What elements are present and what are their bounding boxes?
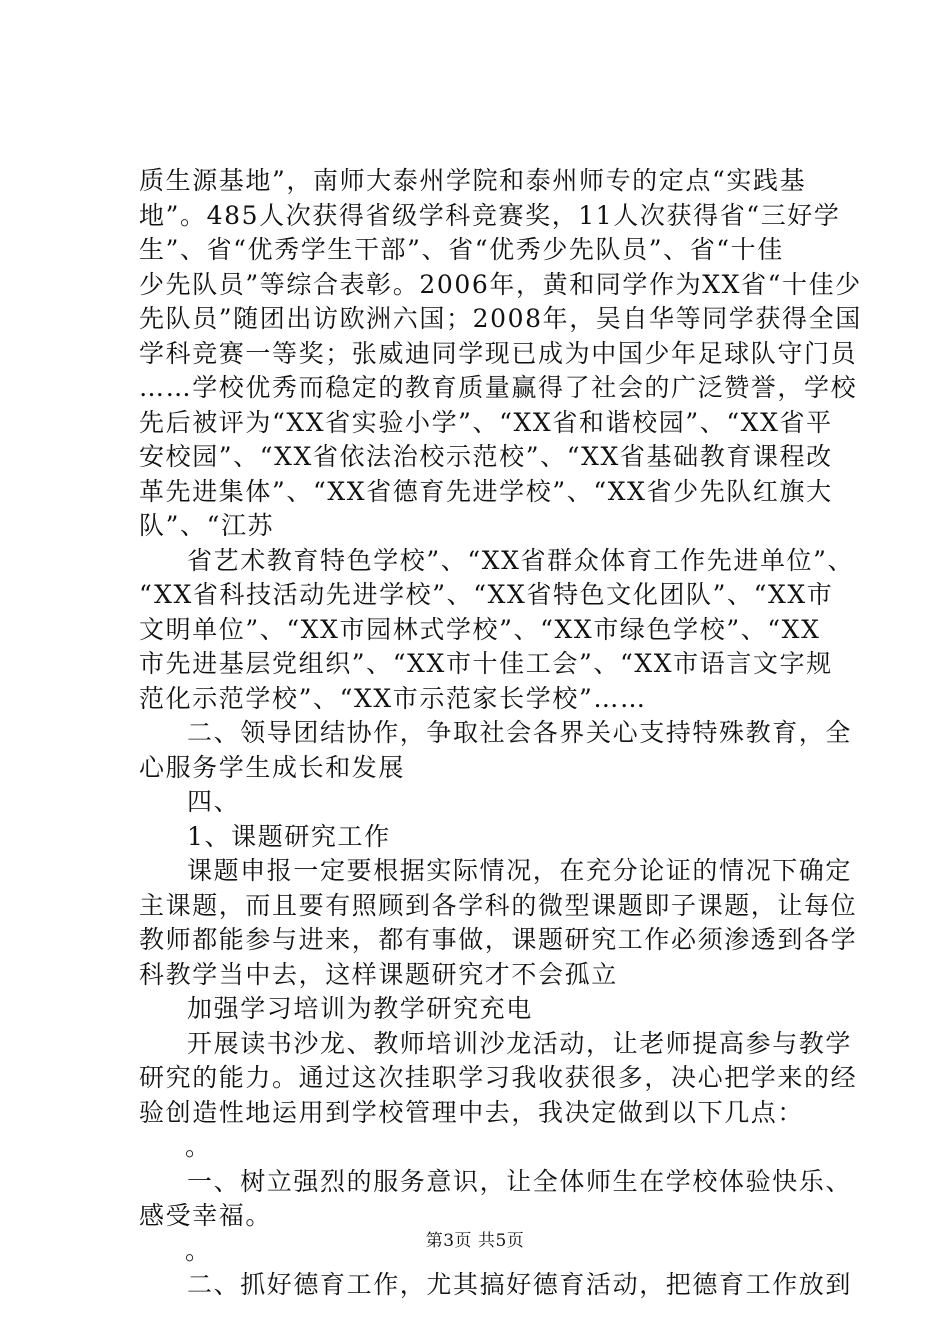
paragraph-start: 省艺术教育特色学校”、“XX省群众体育工作先进单位”、	[187, 545, 855, 575]
paragraph-start: 课题申报一定要根据实际情况，在充分论证的情况下确定	[187, 856, 853, 885]
point-two: 二、抓好德育工作，尤其搞好德育活动，把德育工作放到	[187, 1270, 853, 1299]
text-line: ……学校优秀而稳定的教育质量赢得了社会的广泛赞誉，学校	[139, 373, 858, 402]
text-line: 文明单位”、“XX市园林式学校”、“XX市绿色学校”、“XX	[139, 614, 821, 644]
section-heading-4: 四、	[187, 787, 241, 816]
period-line: 。	[185, 1235, 212, 1265]
text-line: 心服务学生成长和发展	[139, 752, 406, 782]
text-line: 学科竞赛一等奖；张威迪同学现已成为中国少年足球队守门员	[139, 338, 858, 368]
section-heading-2: 二、领导团结协作，争取社会各界关心支持特殊教育，全	[187, 718, 853, 747]
text-line: 队”、“江苏	[139, 511, 275, 540]
text-line: 研究的能力。通过这次挂职学习我收获很多，决心把学来的经	[139, 1063, 858, 1092]
page-footer: 第3页 共5页	[425, 1231, 525, 1251]
text-line: 质生源基地”，南师大泰州学院和泰州师专的定点“实践基	[139, 166, 807, 195]
paragraph-start: 开展读书沙龙、教师培训沙龙活动，让老师提高参与教学	[187, 1028, 853, 1058]
document-body	[139, 164, 862, 1303]
text-line: 感受幸福。	[139, 1201, 273, 1230]
text-line: 主课题，而且要有照顾到各学科的微型课题即子课题，让每位	[139, 890, 858, 920]
text-line: “XX省科技活动先进学校”、“XX省特色文化团队”、“XX市	[139, 580, 834, 609]
text-line: 先后被评为“XX省实验小学”、“XX省和谐校园”、“XX省平	[139, 407, 833, 437]
text-line: 先队员”随团出访欧洲六国；2008年，吴自华等同学获得全国	[139, 304, 862, 333]
text-line: 教师都能参与进来，都有事做，课题研究工作必须渗透到各学	[139, 925, 858, 954]
text-line: 验创造性地运用到学校管理中去，我决定做到以下几点：	[139, 1097, 805, 1127]
text-line: 范化示范学校”、“XX市示范家长学校”……	[139, 683, 647, 713]
text-line: 少先队员”等综合表彰。2006年，黄和同学作为XX省“十佳少	[139, 269, 862, 299]
subheading-research: 1、课题研究工作	[187, 821, 391, 851]
period-line: 。	[185, 1132, 212, 1161]
subheading-training: 加强学习培训为教学研究充电	[187, 994, 533, 1023]
text-line: 安校园”、“XX省依法治校示范校”、“XX省基础教育课程改	[139, 442, 833, 471]
text-line: 科教学当中去，这样课题研究才不会孤立	[139, 959, 618, 989]
text-line: 市先进基层党组织”、“XX市十佳工会”、“XX市语言文字规	[139, 649, 833, 678]
text-line: 革先进集体”、“XX省德育先进学校”、“XX省少先队红旗大	[139, 476, 833, 506]
point-one: 一、树立强烈的服务意识，让全体师生在学校体验快乐、	[187, 1166, 853, 1196]
text-line: 地”。485人次获得省级学科竞赛奖，11人次获得省“三好学	[139, 200, 841, 230]
text-line: 生”、省“优秀学生干部”、省“优秀少先队员”、省“十佳	[139, 235, 784, 264]
